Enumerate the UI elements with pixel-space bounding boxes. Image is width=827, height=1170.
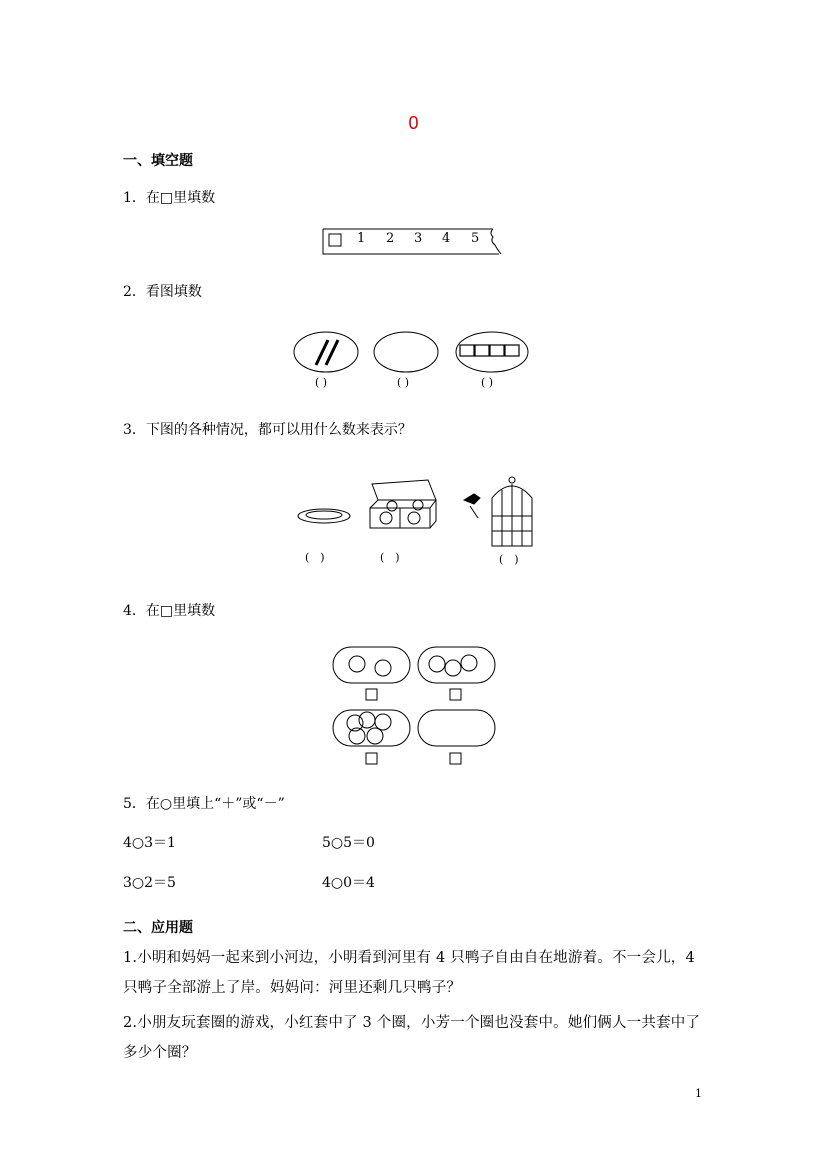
answer-box <box>450 753 461 764</box>
section-heading-fill-in: 一、填空题 <box>123 153 193 169</box>
answer-box <box>450 689 461 700</box>
answer-blank: ( ) <box>315 376 328 389</box>
oval-pencils <box>294 332 358 372</box>
question-3-label: 3．下图的各种情况，都可以用什么数来表示？ <box>123 422 412 438</box>
ruler-number: 5 <box>471 231 480 246</box>
answer-blank: ( ) <box>305 551 325 564</box>
question-5-label: 5．在○里填上“＋”或“－” <box>123 796 285 812</box>
answer-blank: ( ) <box>481 376 494 389</box>
q3-figures <box>296 476 556 556</box>
ruler-number: 4 <box>442 231 451 246</box>
page-number: 1 <box>695 1087 702 1100</box>
equation: 4○3＝1 <box>123 835 176 851</box>
apple-group-2 <box>333 647 410 683</box>
q2-figures <box>294 332 534 374</box>
q4-figures <box>333 646 498 768</box>
bird-icon <box>464 494 480 518</box>
word-problem-1: 1.小明和妈妈一起来到小河边，小明看到河里有 4 只鸭子自由自在地游着。不一会儿，4 只鸭子全部游上了岸。妈妈问：河里还剩几只鸭子？ <box>123 950 695 996</box>
equation: 3○2＝5 <box>123 875 176 891</box>
birdcage-icon <box>492 477 532 546</box>
question-2-label: 2．看图填数 <box>123 284 202 300</box>
answer-box <box>329 234 341 246</box>
answer-blank: ( ) <box>380 551 400 564</box>
word-problem-2: 2.小朋友玩套圈的游戏，小红套中了 3 个圈，小芳一个圈也没套中。她们俩人一共套中了多少个圈？ <box>123 1015 701 1061</box>
apple-group-empty <box>418 710 495 746</box>
blocks-icon <box>460 345 519 356</box>
ruler-number: 1 <box>357 231 366 246</box>
section-heading-word-problems: 二、应用题 <box>123 920 193 936</box>
answer-blank: ( ) <box>397 376 410 389</box>
answer-box <box>366 753 377 764</box>
apple-group-5 <box>333 710 410 746</box>
answer-blank: ( ) <box>499 553 519 566</box>
ruler-number: 2 <box>386 231 395 246</box>
ruler-number: 3 <box>414 231 423 246</box>
oval-empty <box>374 332 438 372</box>
question-1-label: 1．在□里填数 <box>123 190 216 206</box>
page-title: 0 <box>408 113 419 133</box>
question-4-label: 4．在□里填数 <box>123 603 216 619</box>
equation: 5○5＝0 <box>322 835 375 851</box>
box-icon <box>370 480 436 528</box>
equation: 4○0＝4 <box>322 875 375 891</box>
answer-box <box>366 689 377 700</box>
